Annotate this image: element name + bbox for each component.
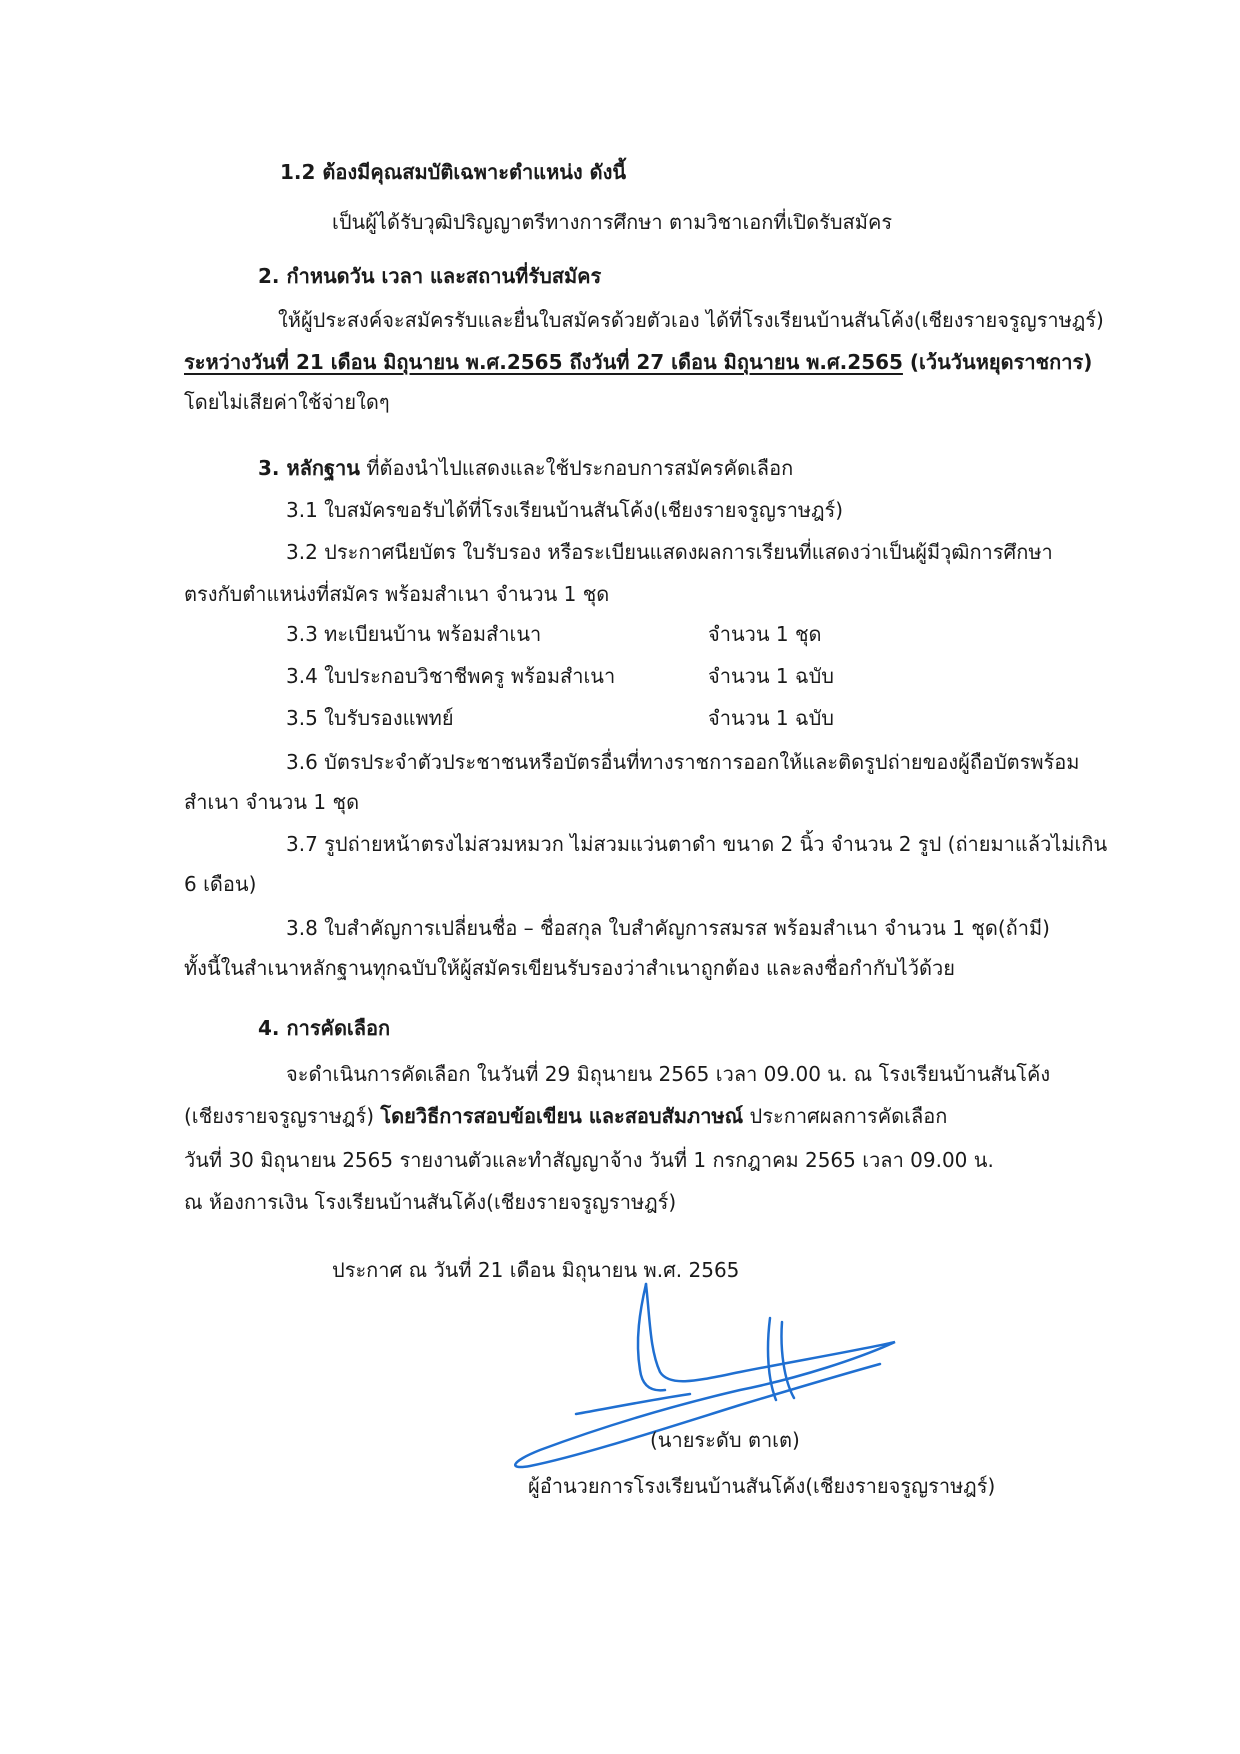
item-3-7-line2: 6 เดือน): [184, 872, 257, 896]
section-3-heading-rest: ที่ต้องนำไปแสดงและใช้ประกอบการสมัครคัดเลือก: [366, 456, 794, 480]
section-3-heading-bold: 3. หลักฐาน: [258, 456, 360, 480]
item-3-4-count: จำนวน 1 ฉบับ: [708, 664, 834, 688]
item-3-3-label: 3.3 ทะเบียนบ้าน พร้อมสำเนา: [286, 622, 542, 646]
section-4-line2: [184, 1102, 947, 1130]
item-3-7-line1: 3.7 รูปถ่ายหน้าตรงไม่สวมหมวก ไม่สวมแว่นตาดำ ขนาด 2 นิ้ว จำนวน 2 รูป (ถ่ายมาแล้วไม่เกิน: [286, 832, 1108, 856]
section-2-heading: 2. กำหนดวัน เวลา และสถานที่รับสมัคร: [258, 264, 602, 288]
signer-position: ผู้อำนวยการโรงเรียนบ้านสันโค้ง(เชียงรายจรูญราษฎร์): [528, 1474, 996, 1498]
section-3-note: ทั้งนี้ในสำเนาหลักฐานทุกฉบับให้ผู้สมัครเขียนรับรองว่าสำเนาถูกต้อง และลงชื่อกำกับไว้ด้วย: [184, 956, 955, 980]
signature-stroke-3: [768, 1318, 794, 1400]
section-4-line1: จะดำเนินการคัดเลือก ในวันที่ 29 มิถุนายน 2565 เวลา 09.00 น. ณ โรงเรียนบ้านสันโค้ง: [286, 1062, 1051, 1086]
item-3-4-label: 3.4 ใบประกอบวิชาชีพครู พร้อมสำเนา: [286, 664, 616, 688]
item-3-2-line1: 3.2 ประกาศนียบัตร ใบรับรอง หรือระเบียนแสดงผลการเรียนที่แสดงว่าเป็นผู้มีวุฒิการศึกษา: [286, 540, 1053, 564]
section-4-heading: 4. การคัดเลือก: [258, 1016, 391, 1040]
item-3-2-line2: ตรงกับตำแหน่งที่สมัคร พร้อมสำเนา จำนวน 1 ชุด: [184, 582, 610, 606]
item-3-5-count: จำนวน 1 ฉบับ: [708, 706, 834, 730]
section-4-line4: ณ ห้องการเงิน โรงเรียนบ้านสันโค้ง(เชียงรายจรูญราษฎร์): [184, 1190, 677, 1214]
item-3-3-count: จำนวน 1 ชุด: [708, 622, 822, 646]
section-4-line2-c: ประกาศผลการคัดเลือก: [743, 1104, 948, 1128]
section-2-line3: โดยไม่เสียค่าใช้จ่ายใดๆ: [184, 390, 390, 414]
item-3-5-label: 3.5 ใบรับรองแพทย์: [286, 706, 454, 730]
announcement-date: ประกาศ ณ วันที่ 21 เดือน มิถุนายน พ.ศ. 2565: [332, 1258, 740, 1282]
section-4-line3: วันที่ 30 มิถุนายน 2565 รายงานตัวและทำสัญญาจ้าง วันที่ 1 กรกฎาคม 2565 เวลา 09.00 น.: [184, 1148, 994, 1172]
section-1-2-heading: 1.2 ต้องมีคุณสมบัติเฉพาะตำแหน่ง ดังนี้: [280, 160, 627, 184]
item-3-8: 3.8 ใบสำคัญการเปลี่ยนชื่อ – ชื่อสกุล ใบสำคัญการสมรส พร้อมสำเนา จำนวน 1 ชุด(ถ้ามี): [286, 916, 1050, 940]
section-2-dates-underlined: ระหว่างวันที่ 21 เดือน มิถุนายน พ.ศ.2565 ถึงวันที่ 27 เดือน มิถุนายน พ.ศ.2565: [184, 350, 903, 374]
signature-stroke-4: [576, 1394, 690, 1414]
item-3-1: 3.1 ใบสมัครขอรับได้ที่โรงเรียนบ้านสันโค้ง(เชียงรายจรูญราษฎร์): [286, 498, 844, 522]
item-3-6-line1: 3.6 บัตรประจำตัวประชาชนหรือบัตรอื่นที่ทางราชการออกให้และติดรูปถ่ายของผู้ถือบัตรพร้อม: [286, 750, 1080, 774]
item-3-6-line2: สำเนา จำนวน 1 ชุด: [184, 790, 360, 814]
section-2-dates-note: (เว้นวันหยุดราชการ): [909, 350, 1093, 374]
section-2-line1: ให้ผู้ประสงค์จะสมัครรับและยื่นใบสมัครด้วยตัวเอง ได้ที่โรงเรียนบ้านสันโค้ง(เชียงรายจรูญราษฎร์): [278, 308, 1104, 332]
section-4-line2-a: (เชียงรายจรูญราษฎร์): [184, 1104, 381, 1128]
signer-name: (นายระดับ ตาเต): [650, 1428, 800, 1452]
section-2-dates: [184, 348, 1092, 376]
section-4-line2-bold: โดยวิธีการสอบข้อเขียน และสอบสัมภาษณ์: [380, 1104, 744, 1128]
section-1-2-body: เป็นผู้ได้รับวุฒิปริญญาตรีทางการศึกษา ตามวิชาเอกที่เปิดรับสมัคร: [332, 210, 893, 234]
section-3-heading: [258, 454, 793, 482]
